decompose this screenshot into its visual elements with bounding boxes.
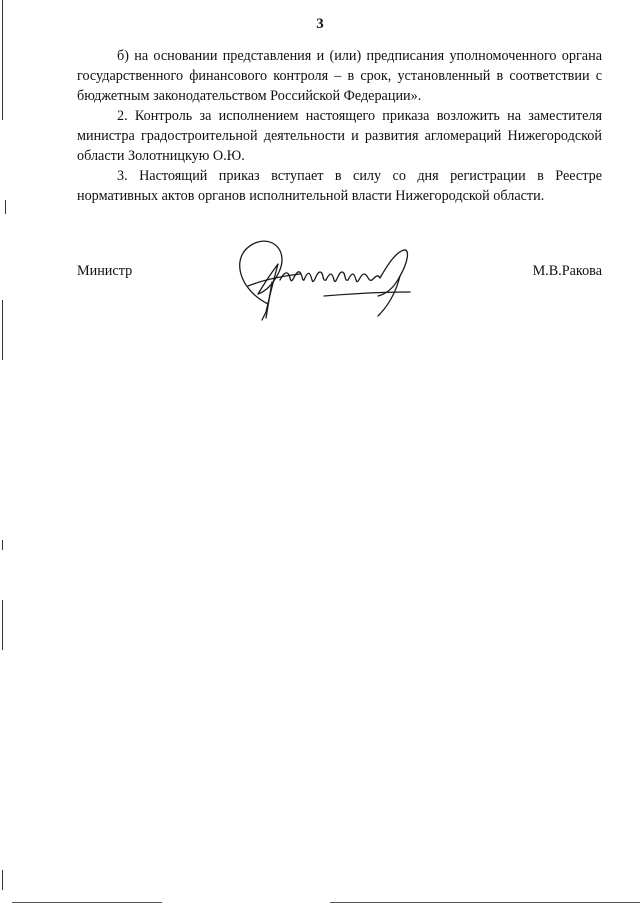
scan-artifact — [2, 0, 3, 120]
scan-artifact — [2, 870, 3, 890]
scan-artifact — [2, 300, 3, 360]
signer-name: М.В.Ракова — [532, 263, 602, 279]
paragraph-item-3: 3. Настоящий приказ вступает в силу со дня регистрации в Реестре нормативных актов органов исполнительной власти Нижегородской области. — [77, 168, 602, 204]
scan-artifact — [2, 600, 3, 650]
scan-artifact — [2, 540, 3, 550]
scan-artifact — [12, 902, 162, 903]
paragraph-item-2: 2. Контроль за исполнением настоящего приказа возложить на заместителя министра градостроительной деятельности и развития агломераций Нижегородской области Золотницкую О.Ю. — [77, 108, 602, 164]
scan-artifact — [330, 902, 640, 903]
signer-title: Министр — [77, 263, 133, 279]
document-body — [77, 46, 602, 206]
paragraph-item-b: б) на основании представления и (или) предписания уполномоченного органа государственного финансового контроля – в срок, установленный в соответствии с бюджетным законодательством Российской Федерации». — [77, 48, 602, 104]
scan-artifact — [5, 200, 6, 214]
handwritten-signature — [228, 234, 428, 322]
page-number: 3 — [316, 16, 324, 32]
